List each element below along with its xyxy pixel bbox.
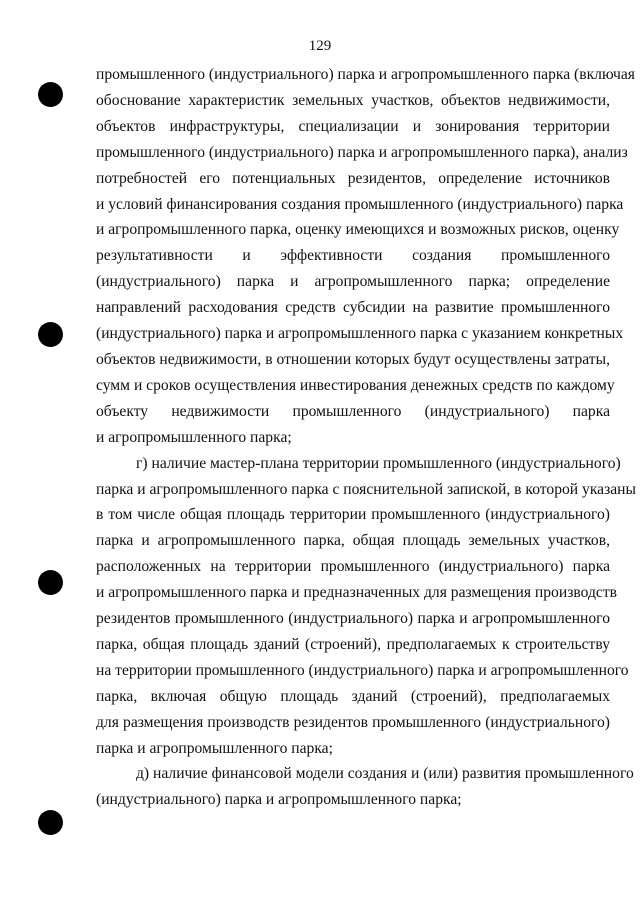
text-line: г) наличие мастер-плана территории промышленного (индустриального) — [136, 454, 621, 472]
text-line: парка и агропромышленного парка с пояснительной запиской, в которой указаны — [96, 480, 637, 498]
text-line: парка, общая площадь зданий (строений), предполагаемых к строительству — [96, 635, 610, 653]
text-line: объекту недвижимости промышленного (индустриального) парка — [96, 402, 610, 420]
text-line: д) наличие финансовой модели создания и (или) развития промышленного — [136, 765, 634, 783]
text-line: обоснование характеристик земельных участков, объектов недвижимости, — [96, 91, 610, 109]
text-line: и агропромышленного парка и предназначенных для размещения производств — [96, 584, 617, 602]
text-line: на территории промышленного (индустриального) парка и агропромышленного — [96, 661, 629, 679]
text-line: парка, включая общую площадь зданий (строений), предполагаемых — [96, 687, 610, 705]
text-line: направлений расходования средств субсидии на развитие промышленного — [96, 299, 610, 317]
text-line: (индустриального) парка и агропромышленного парка с указанием конкретных — [96, 325, 624, 343]
text-line: промышленного (индустриального) парка и агропромышленного парка), анализ — [96, 143, 628, 161]
punch-hole — [38, 322, 63, 347]
paragraph-item-g — [96, 451, 637, 762]
text-line: в том числе общая площадь территории промышленного (индустриального) — [96, 506, 610, 524]
text-line: и агропромышленного парка, оценку имеющихся и возможных рисков, оценку — [96, 221, 620, 239]
text-line: парка и агропромышленного парка; — [96, 739, 333, 757]
text-line: и агропромышленного парка; — [96, 428, 292, 446]
text-line: сумм и сроков осуществления инвестирования денежных средств по каждому — [96, 376, 615, 394]
text-line: результативности и эффективности создания промышленного — [96, 247, 610, 265]
page-number: 129 — [308, 38, 332, 54]
paragraph-item-d — [96, 761, 634, 813]
punch-hole — [38, 570, 63, 595]
text-line: (индустриального) парка и агропромышленного парка; определение — [96, 273, 610, 291]
paragraph-continuation — [96, 62, 635, 451]
punch-hole — [38, 82, 63, 107]
text-line: для размещения производств резидентов промышленного (индустриального) — [96, 713, 610, 731]
text-line: и условий финансирования создания промышленного (индустриального) парка — [96, 195, 624, 213]
text-line: резидентов промышленного (индустриального) парка и агропромышленного — [96, 610, 610, 628]
text-line: объектов инфраструктуры, специализации и зонирования территории — [96, 117, 610, 135]
text-line: объектов недвижимости, в отношении которых будут осуществлены затраты, — [96, 350, 610, 368]
text-line: промышленного (индустриального) парка и агропромышленного парка (включая — [96, 66, 635, 83]
document-body — [96, 62, 637, 813]
text-line: потребностей его потенциальных резидентов, определение источников — [96, 169, 610, 187]
text-line: парка и агропромышленного парка, общая площадь земельных участков, — [96, 532, 610, 550]
text-line: расположенных на территории промышленного (индустриального) парка — [96, 558, 610, 576]
punch-hole — [38, 810, 63, 835]
text-line: (индустриального) парка и агропромышленного парка; — [96, 791, 462, 809]
